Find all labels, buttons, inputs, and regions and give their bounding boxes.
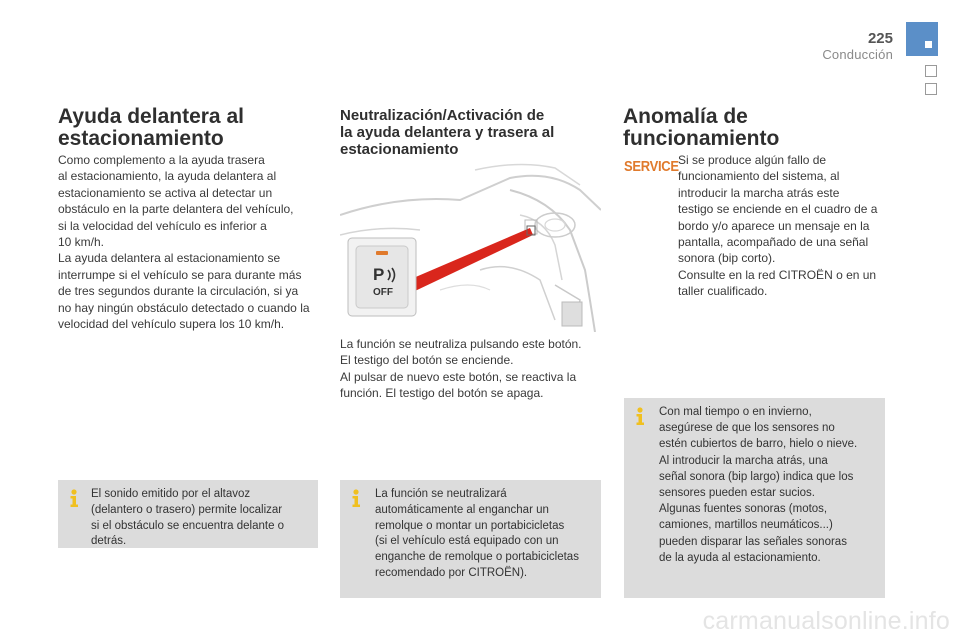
text-line: El sonido emitido por el altavoz xyxy=(91,488,251,500)
heading-line: Neutralización/Activación de xyxy=(340,107,545,124)
text-line: Con mal tiempo o en invierno, xyxy=(659,406,812,418)
text-line: camiones, martillos neumáticos...) xyxy=(659,519,833,532)
service-label: SERVICE xyxy=(624,157,679,175)
heading-line: Ayuda delantera al xyxy=(58,105,244,128)
heading-front-parking-aid xyxy=(58,106,244,150)
sound-waves-icon xyxy=(386,267,400,283)
info-icon xyxy=(66,488,82,508)
text-line: (delantero o trasero) permite localizar xyxy=(91,503,283,516)
front-aid-description xyxy=(58,152,323,332)
neutralization-description xyxy=(340,336,602,402)
text-line: remolque o montar un portabicicletas xyxy=(375,519,565,532)
text-line: funcionamiento del sistema, al xyxy=(678,169,840,184)
text-line: 10 km/h. xyxy=(58,235,105,250)
text-line: introducir la marcha atrás este xyxy=(678,185,840,200)
note-box-sound xyxy=(58,480,318,548)
off-label: OFF xyxy=(373,287,393,298)
text-line: de la ayuda al estacionamiento. xyxy=(659,551,821,564)
text-line: Si se produce algún fallo de xyxy=(678,153,827,167)
text-line: sonora (bip corto). xyxy=(678,251,776,266)
text-line: velocidad del vehículo supera los 10 km/h. xyxy=(58,317,285,332)
section-title: Conducción xyxy=(822,47,893,62)
text-line: (si el vehículo está equipado con un xyxy=(375,535,559,548)
dashboard-illustration xyxy=(340,160,601,332)
text-line: si el obstáculo se encuentra delante o xyxy=(91,519,285,532)
text-line: al estacionamiento, la ayuda delantera al xyxy=(58,169,277,184)
parking-button-symbol: P xyxy=(373,265,385,284)
text-line: taller cualificado. xyxy=(678,284,768,299)
heading-line: estacionamiento xyxy=(340,141,459,158)
text-line: bordo y/o aparece un mensaje en la xyxy=(678,218,870,233)
text-line: pantalla, acompañado de una señal xyxy=(678,235,869,250)
text-line: automáticamente al enganchar un xyxy=(375,503,549,516)
text-line: Algunas fuentes sonoras (motos, xyxy=(659,503,828,516)
text-line: El testigo del botón se enciende. xyxy=(340,353,514,368)
text-line: función. El testigo del botón se apaga. xyxy=(340,386,544,401)
text-line: no hay ningún obstáculo detectado o cuando la xyxy=(58,300,310,315)
info-icon xyxy=(632,406,648,426)
text-line: sensores pueden estar sucios. xyxy=(659,487,815,500)
text-line: Al pulsar de nuevo este botón, se reactiva la xyxy=(340,369,577,384)
text-line: estén cubiertos de barro, hielo o nieve. xyxy=(659,438,858,451)
info-icon xyxy=(348,488,364,508)
text-line: La función se neutralizará xyxy=(375,488,507,500)
malfunction-description xyxy=(678,152,890,300)
text-line: recomendado por CITROËN). xyxy=(375,566,528,579)
heading-line: Anomalía de xyxy=(623,105,748,128)
dashboard-button-illustration xyxy=(340,160,601,332)
watermark: carmanualsonline.info xyxy=(702,607,950,635)
text-line: interrumpe si el vehículo se para durante más xyxy=(58,267,302,282)
page-number: 225 xyxy=(867,30,893,47)
heading-malfunction xyxy=(623,106,779,150)
text-line: estacionamiento se activa al detectar un xyxy=(58,185,273,200)
chapter-tab-active xyxy=(906,22,938,56)
text-line: asegúrese de que los sensores no xyxy=(659,422,835,435)
tab-marker-icon xyxy=(925,41,932,48)
text-line: testigo se enciende en el cuadro de a xyxy=(678,202,878,217)
heading-line: funcionamiento xyxy=(623,127,780,150)
text-line: si la velocidad del vehículo es inferior a xyxy=(58,218,267,233)
note-box-towbar xyxy=(340,480,601,598)
text-line: señal sonora (bip largo) indica que los xyxy=(659,470,854,483)
text-line: Como complemento a la ayuda trasera xyxy=(58,153,265,167)
heading-line: estacionamiento xyxy=(58,127,224,150)
service-warning-icon xyxy=(624,157,679,175)
text-line: detrás. xyxy=(91,535,127,548)
text-line: Al introducir la marcha atrás, una xyxy=(659,454,828,467)
text-line: Consulte en la red CITROËN o en un xyxy=(678,267,877,282)
text-line: de tres segundos durante la circulación, si ya xyxy=(58,284,299,299)
heading-neutralization xyxy=(340,107,554,158)
text-line: La ayuda delantera al estacionamiento se xyxy=(58,251,281,266)
note-box-weather xyxy=(624,398,885,598)
text-line: pueden disparar las señales sonoras xyxy=(659,535,847,548)
chapter-tab xyxy=(925,83,937,95)
text-line: enganche de remolque o portabicicletas xyxy=(375,551,579,564)
text-line: La función se neutraliza pulsando este botón. xyxy=(340,337,582,351)
chapter-tab xyxy=(925,65,937,77)
heading-line: la ayuda delantera y trasera al xyxy=(340,124,555,141)
text-line: obstáculo en la parte delantera del vehículo, xyxy=(58,202,294,217)
